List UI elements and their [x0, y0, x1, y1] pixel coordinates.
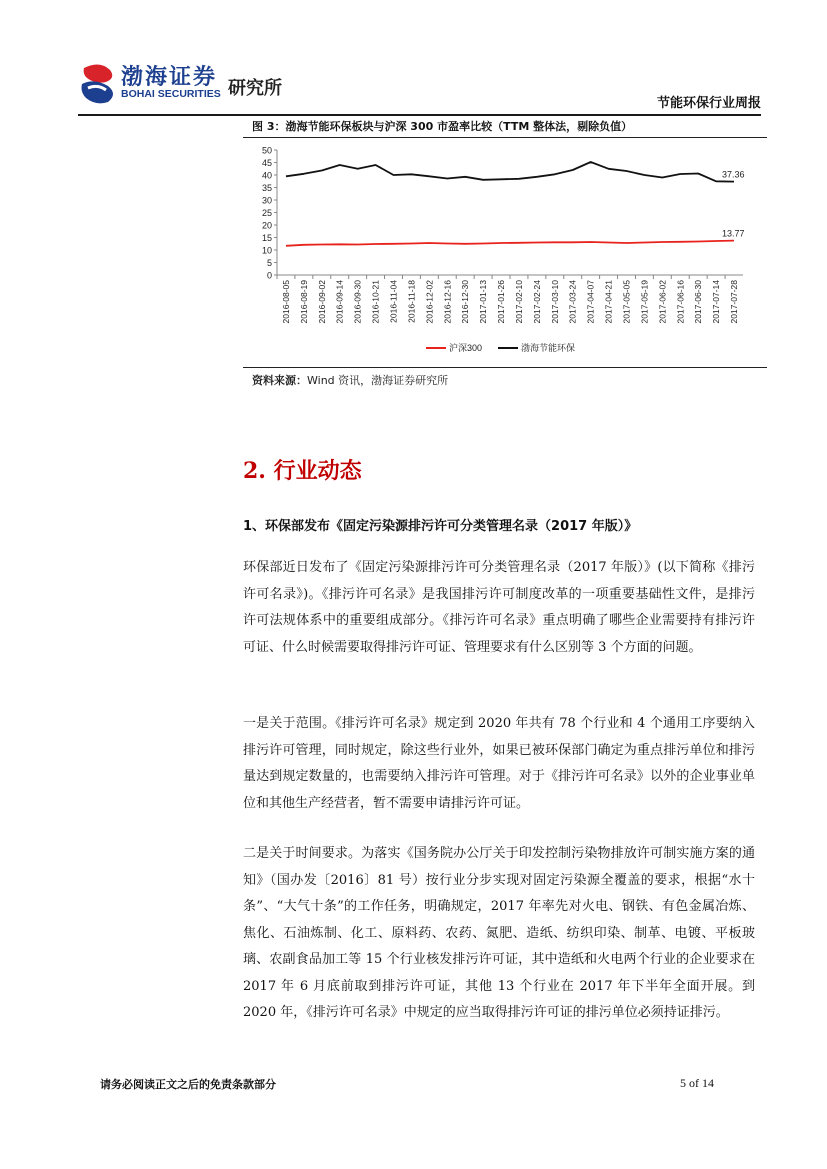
legend-label-0: 沪深300 — [449, 343, 483, 353]
x-tick-label: 2017-03-10 — [549, 280, 560, 324]
x-tick-label: 2017-07-28 — [729, 280, 740, 324]
x-tick-label: 2017-06-02 — [657, 280, 668, 324]
figure-source — [252, 372, 448, 388]
x-axis — [277, 275, 743, 323]
series-layer — [286, 162, 745, 246]
series-end-label: 37.36 — [722, 169, 745, 180]
subsection-title: 1、环保部发布《固定污染源排污许可分类管理名录（2017 年版）》 — [243, 519, 638, 534]
x-tick-label: 2017-01-26 — [496, 280, 507, 324]
x-tick-label: 2016-08-05 — [280, 280, 291, 324]
x-tick-label: 2016-10-21 — [370, 280, 381, 324]
y-tick-label: 5 — [266, 258, 272, 268]
series-end-label: 13.77 — [722, 228, 745, 239]
brand-department: 研究所 — [228, 78, 282, 99]
x-tick-label: 2017-06-30 — [693, 280, 704, 324]
x-tick-label: 2017-01-13 — [478, 280, 489, 324]
figure-caption: 图 3：渤海节能环保板块与沪深 300 市盈率比较（TTM 整体法，剔除负值） — [252, 120, 633, 133]
figure-bottom-rule — [243, 367, 767, 368]
section-title: 2. 行业动态 — [243, 458, 362, 484]
x-tick-label: 2017-03-24 — [567, 280, 578, 324]
y-tick-label: 10 — [261, 245, 272, 256]
x-tick-label: 2016-12-16 — [442, 280, 453, 324]
y-axis — [262, 146, 277, 281]
series-line-0 — [286, 241, 734, 246]
y-tick-label: 15 — [261, 233, 272, 243]
paragraph-2: 一是关于范围。《排污许可名录》规定到 2020 年共有 78 个行业和 4 个通用工序要纳入排污许可管理，同时规定，除这些行业外，如果已被环保部门确定为重点排污单位和排污量达到规定数量的，也需要纳入排污许可管理。对于《排污许可名录》以外的企业事业单位和其他生产经营者，暂不需要申请排污许可证。 — [243, 716, 755, 811]
report-type-title: 节能环保行业周报 — [656, 96, 761, 111]
x-tick-label: 2016-11-04 — [388, 280, 399, 323]
x-tick-label: 2017-02-24 — [531, 280, 542, 324]
source-text: Wind 资讯，渤海证券研究所 — [307, 374, 449, 387]
x-tick-label: 2017-04-07 — [585, 280, 596, 324]
x-tick-label: 2017-05-05 — [621, 280, 632, 324]
y-tick-label: 45 — [261, 158, 272, 168]
x-tick-label: 2016-08-19 — [298, 280, 309, 324]
footer-disclaimer: 请务必阅读正文之后的免责条款部分 — [100, 1078, 276, 1091]
brand-name-en: BOHAI SECURITIES — [121, 88, 221, 100]
brand-name-cn: 渤海证券 — [121, 65, 218, 90]
x-tick-label: 2017-04-21 — [603, 280, 614, 324]
x-tick-label: 2016-09-02 — [316, 280, 327, 324]
x-tick-label: 2016-12-02 — [424, 280, 435, 324]
x-tick-label: 2016-09-14 — [334, 280, 345, 324]
company-logo — [78, 62, 118, 104]
x-tick-label: 2017-05-19 — [639, 280, 650, 324]
y-tick-label: 50 — [261, 145, 272, 156]
chart-legend — [426, 342, 575, 353]
x-tick-label: 2017-07-14 — [711, 279, 722, 324]
logo-blue-swirl — [82, 81, 114, 103]
page-number: 5 of 14 — [680, 1076, 714, 1090]
y-tick-label: 30 — [261, 195, 272, 206]
x-tick-label: 2016-12-30 — [460, 280, 471, 324]
x-tick-label: 2017-06-16 — [675, 280, 686, 324]
y-tick-label: 25 — [261, 208, 272, 218]
figure-top-rule — [243, 137, 767, 138]
y-tick-label: 40 — [261, 170, 272, 181]
x-tick-label: 2017-02-10 — [513, 280, 524, 324]
source-label: 资料来源： — [252, 374, 307, 387]
x-tick-label: 2016-11-18 — [406, 280, 417, 323]
paragraph-1: 环保部近日发布了《固定污染源排污许可分类管理名录（2017 年版）》(以下简称《排污许可名录》)。《排污许可名录》是我国排污许可制度改革的一项重要基础性文件，是排污许可法规体系中的重要组成部分。《排污许可名录》重点明确了哪些企业需要持有排污许可证、什么时候需要取得排污许可证、管理要求有什么区别等 3 个方面的问题。 — [243, 560, 755, 655]
legend-label-1: 渤海节能环保 — [521, 343, 576, 353]
header-divider — [78, 114, 761, 116]
y-tick-label: 0 — [266, 270, 272, 281]
logo-red-swirl — [84, 64, 113, 82]
pe-comparison-chart — [243, 140, 767, 365]
series-line-1 — [286, 162, 734, 182]
paragraph-3: 二是关于时间要求。为落实《国务院办公厅关于印发控制污染物排放许可制实施方案的通知》（国办发〔2016〕81 号）按行业分步实现对固定污染源全覆盖的要求，根据“水十条”、“大气十条”的工作任务，明确规定，2017 年率先对火电、钢铁、有色金属冶炼、焦化、石油炼制、化工、原料药、农药、氮肥、造纸、纺织印染、制革、电镀、平板玻璃、农副食品加工等 15 个行业核发排污许可证，其中造纸和火电两个行业的企业要求在 2017 年 6 月底前取到排污许可证，其他 13 个行业在 2017 年下半年全面开展。到 2020 年，《排污许可名录》中规定的应当取得排污许可证的排污单位必须持证排污。 — [243, 846, 755, 1020]
x-tick-label: 2016-09-30 — [352, 280, 363, 324]
y-tick-label: 20 — [261, 220, 272, 231]
y-tick-label: 35 — [261, 183, 272, 193]
